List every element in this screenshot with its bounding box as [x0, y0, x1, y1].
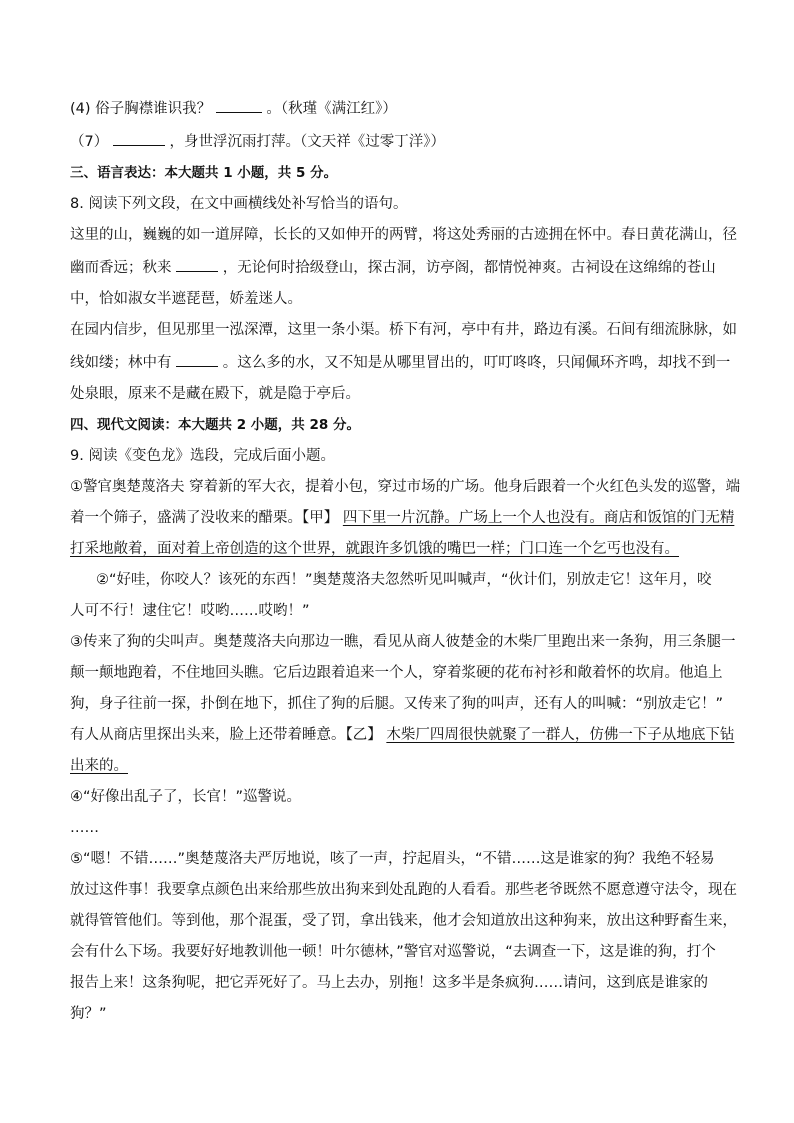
- question-text: (4) 俗子胸襟谁识我？: [70, 101, 212, 117]
- question-9-title: 9. 阅读《变色龙》选段，完成后面小题。: [70, 448, 335, 464]
- answer-blank[interactable]: [216, 98, 262, 113]
- excerpt-line: [70, 540, 720, 559]
- question-7-4: [70, 98, 720, 119]
- question-text: 。（秋瑾《满江红》）: [266, 101, 397, 117]
- excerpt-line: [70, 757, 720, 776]
- excerpt-line: ②“好哇，你咬人？该死的东西！”奥楚蔑洛夫忽然听见叫喊声，“伙计们，别放走它！这年月，咬: [96, 572, 712, 588]
- section-heading-4: 四、现代文阅读：本大题共 2 小题，共 28 分。: [70, 417, 360, 433]
- passage-line: 这里的山，巍巍的如一道屏障，长长的又如伸开的两臂，将这处秀丽的古迹拥在怀中。春日黄花满山，径: [70, 227, 737, 243]
- underlined-sentence-yi: 木柴厂四周很快就聚了一群人，仿佛一下子从地底下钻: [386, 727, 735, 743]
- answer-blank[interactable]: [176, 352, 218, 367]
- excerpt-line: 会有什么下场。我要好好地教训他一顿！叶尔德林，”警官对巡警说，“去调查一下，这是谁的狗，打个: [70, 944, 716, 960]
- underlined-sentence-yi: 出来的。: [70, 758, 128, 774]
- question-text: （7）: [70, 134, 109, 150]
- section-heading-3: 三、语言表达：本大题共 1 小题，共 5 分。: [70, 165, 338, 181]
- document-page: [70, 98, 741, 1024]
- excerpt-line: [70, 509, 735, 528]
- excerpt-line: [70, 726, 735, 745]
- question-text: ，身世浮沉雨打萍。（文天祥《过零丁洋》）: [169, 134, 445, 150]
- excerpt-line: 就得管管他们。等到他，那个混蛋，受了罚，拿出钱来，他才会知道放出这种狗来，放出这种野畜生来，: [70, 913, 737, 929]
- answer-blank[interactable]: [113, 131, 165, 146]
- answer-blank[interactable]: [176, 257, 218, 272]
- excerpt-line: ④“好像出乱子了，长官！”巡警说。: [70, 789, 302, 805]
- passage-line: 在园内信步，但见那里一泓深潭，这里一条小渠。桥下有河，亭中有井，路边有溪。石间有细流脉脉，如: [70, 322, 737, 338]
- passage-line: 处泉眼，原来不是藏在殿下，就是隐于亭后。: [70, 386, 360, 402]
- excerpt-line: 人可不行！逮住它！哎哟……哎哟！”: [70, 603, 310, 619]
- excerpt-line: 狗，身子往前一探，扑倒在地下，抓住了狗的后腿。又传来了狗的叫声，还有人的叫喊：“别放走它！”: [70, 696, 724, 712]
- excerpt-text: 着一个筛子，盛满了没收来的醋栗。【甲】: [70, 510, 343, 526]
- ellipsis-line: ……: [70, 820, 99, 836]
- underlined-sentence-jia: 打采地敞着，面对着上帝创造的这个世界，就跟许多饥饿的嘴巴一样；门口连一个乞丐也没有。: [70, 541, 679, 557]
- passage-line: [70, 352, 731, 373]
- excerpt-line: 狗？”: [70, 1006, 107, 1022]
- passage-line: [70, 257, 720, 278]
- passage-line: 中，恰如淑女半遮琵琶，娇羞迷人。: [70, 291, 302, 307]
- excerpt-line: ①警官奥楚蔑洛夫 穿着新的军大衣，提着小包，穿过市场的广场。他身后跟着一个火红色头发的巡警，端: [70, 479, 741, 495]
- underlined-sentence-jia: 四下里一片沉静。广场上一个人也没有。商店和饭馆的门无精: [342, 510, 735, 526]
- excerpt-line: ③传来了狗的尖叫声。奥楚蔑洛夫向那边一瞧，看见从商人彼楚金的木柴厂里跑出来一条狗，用三条腿一: [70, 634, 736, 650]
- excerpt-text: 有人从商店里探出头来，脸上还带着睡意。【乙】: [70, 727, 387, 743]
- question-8-title: 8. 阅读下列文段，在文中画横线处补写恰当的语句。: [70, 196, 408, 212]
- excerpt-line: 报告上来！这条狗呢，把它弄死好了。马上去办，别拖！这多半是条疯狗……请问，这到底是谁家的: [70, 975, 708, 991]
- passage-text: 幽而香远；秋来: [70, 260, 172, 276]
- excerpt-line: ⑤“嗯！不错……”奥楚蔑洛夫严厉地说，咳了一声，拧起眉头，“不错……这是谁家的狗？我绝不轻易: [70, 851, 715, 867]
- question-7-7: [70, 131, 720, 152]
- passage-text: 。这么多的水，又不知是从哪里冒出的，叮叮咚咚，只闻佩环齐鸣，却找不到一: [222, 355, 731, 371]
- excerpt-line: 放过这件事！我要拿点颜色出来给那些放出狗来到处乱跑的人看看。那些老爷既然不愿意遵守法令，现在: [70, 882, 737, 898]
- passage-text: ，无论何时拾级登山，探古洞，访亭阁，都情悦神爽。古祠设在这绵绵的苍山: [222, 260, 716, 276]
- passage-text: 线如缕；林中有: [70, 355, 172, 371]
- excerpt-line: 颠一颠地跑着，不住地回头瞧。它后边跟着追来一个人，穿着浆硬的花布衬衫和敞着怀的坎肩。他追上: [70, 665, 723, 681]
